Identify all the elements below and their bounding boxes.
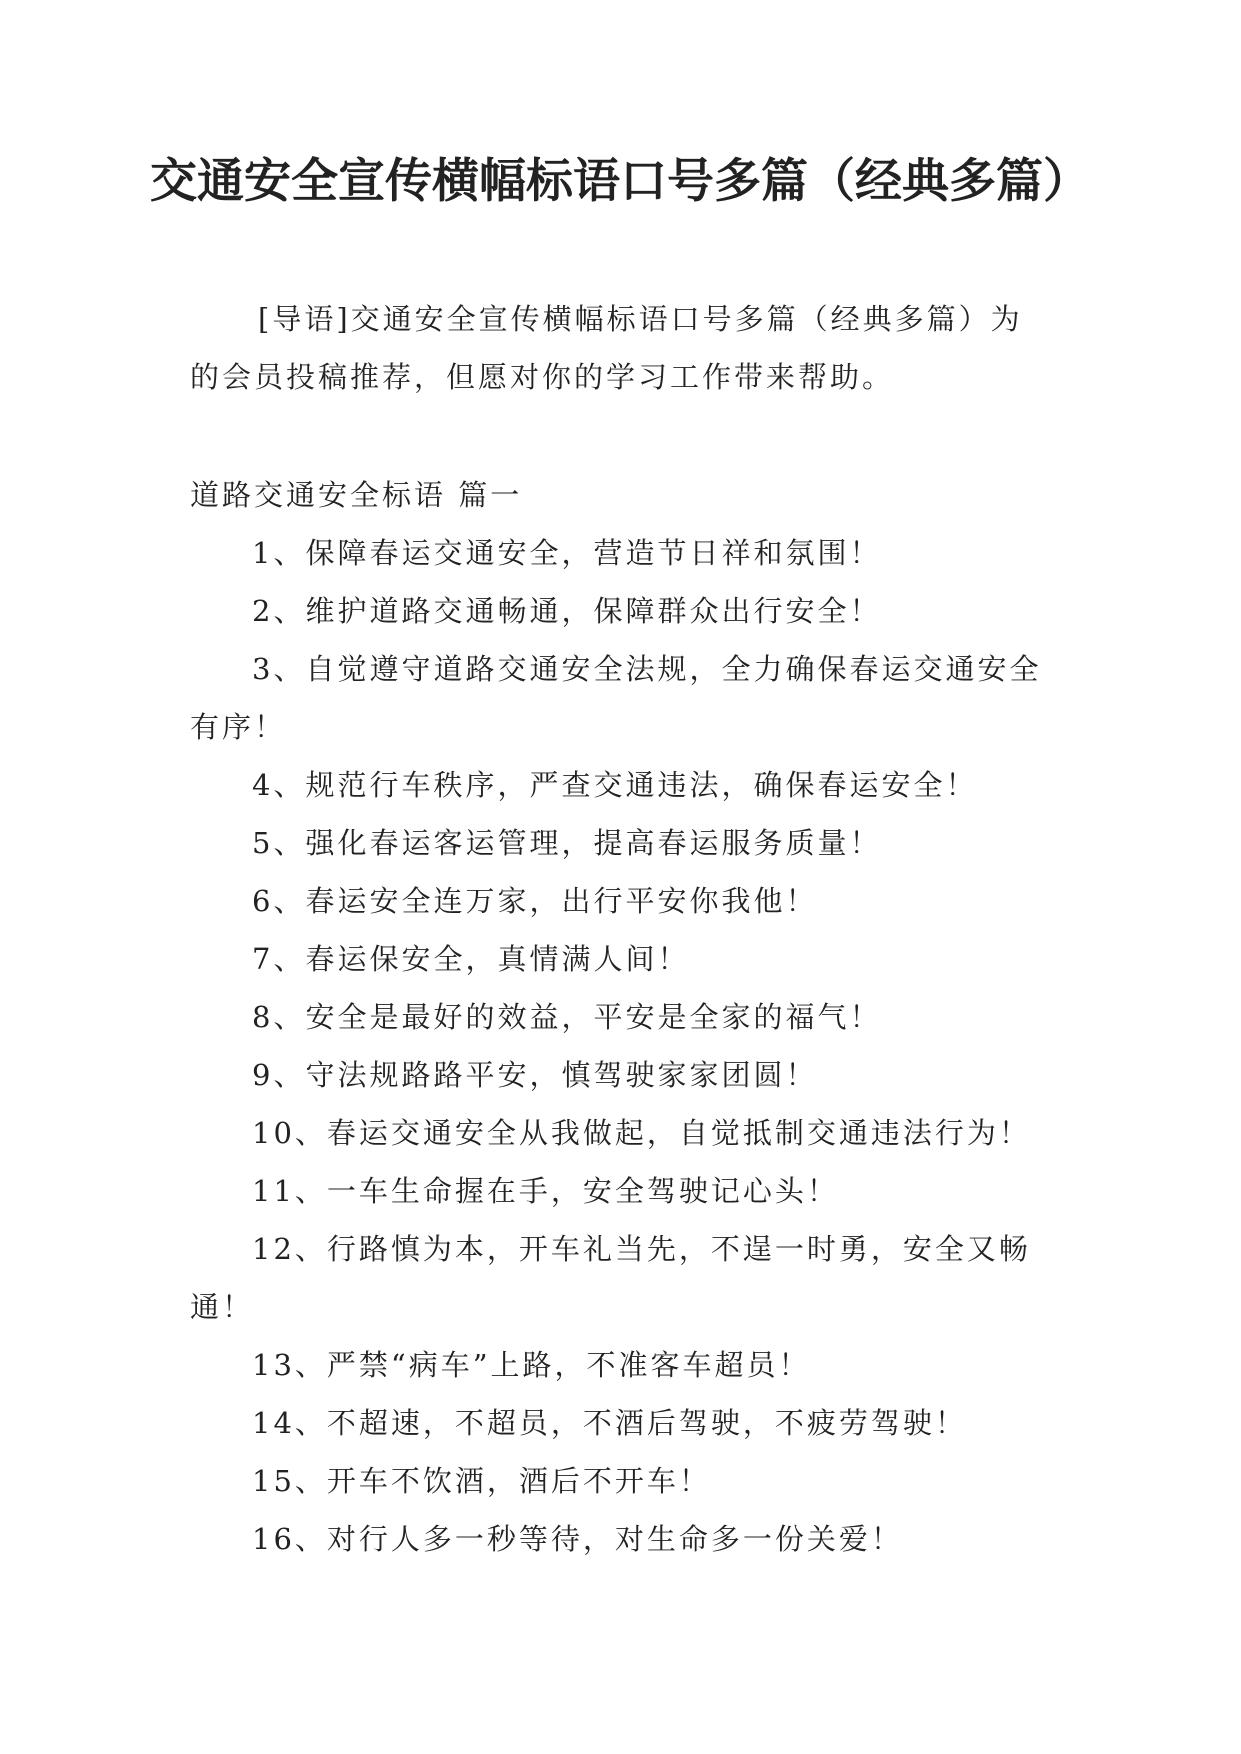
slogan-item: 12、行路慎为本，开车礼当先，不逞一时勇，安全又畅通！ [190, 1232, 1031, 1324]
slogan-list [190, 524, 1050, 1568]
slogan-item: 5、强化春运客运管理，提高春运服务质量！ [252, 826, 882, 860]
slogan-item: 2、维护道路交通畅通，保障群众出行安全！ [252, 594, 882, 628]
slogan-item: 13、严禁“病车”上路，不准客车超员！ [252, 1348, 811, 1382]
slogan-item: 10、春运交通安全从我做起，自觉抵制交通违法行为！ [252, 1116, 1031, 1150]
intro-paragraph: [导语]交通安全宣传横幅标语口号多篇（经典多篇）为的会员投稿推荐，但愿对你的学习工作带来帮助。 [190, 302, 1023, 394]
slogan-item: 15、开车不饮酒，酒后不开车！ [252, 1464, 711, 1498]
slogan-item: 11、一车生命握在手，安全驾驶记心头！ [252, 1174, 839, 1208]
slogan-item: 6、春运安全连万家，出行平安你我他！ [252, 884, 818, 918]
slogan-item: 4、规范行车秩序，严查交通违法，确保春运安全！ [252, 768, 978, 802]
slogan-item: 8、安全是最好的效益，平安是全家的福气！ [252, 1000, 882, 1034]
slogan-item: 3、自觉遵守道路交通安全法规，全力确保春运交通安全有序！ [190, 652, 1042, 744]
slogan-item: 9、守法规路路平安，慎驾驶家家团圆！ [252, 1058, 818, 1092]
slogan-item: 14、不超速，不超员，不酒后驾驶，不疲劳驾驶！ [252, 1406, 967, 1440]
slogan-item: 16、对行人多一秒等待，对生命多一份关爱！ [252, 1522, 903, 1556]
slogan-item: 7、春运保安全，真情满人间！ [252, 942, 690, 976]
slogan-item: 1、保障春运交通安全，营造节日祥和氛围！ [252, 536, 882, 570]
document-title: 交通安全宣传横幅标语口号多篇（经典多篇） [150, 154, 1090, 209]
section-heading: 道路交通安全标语 篇一 [190, 478, 523, 512]
